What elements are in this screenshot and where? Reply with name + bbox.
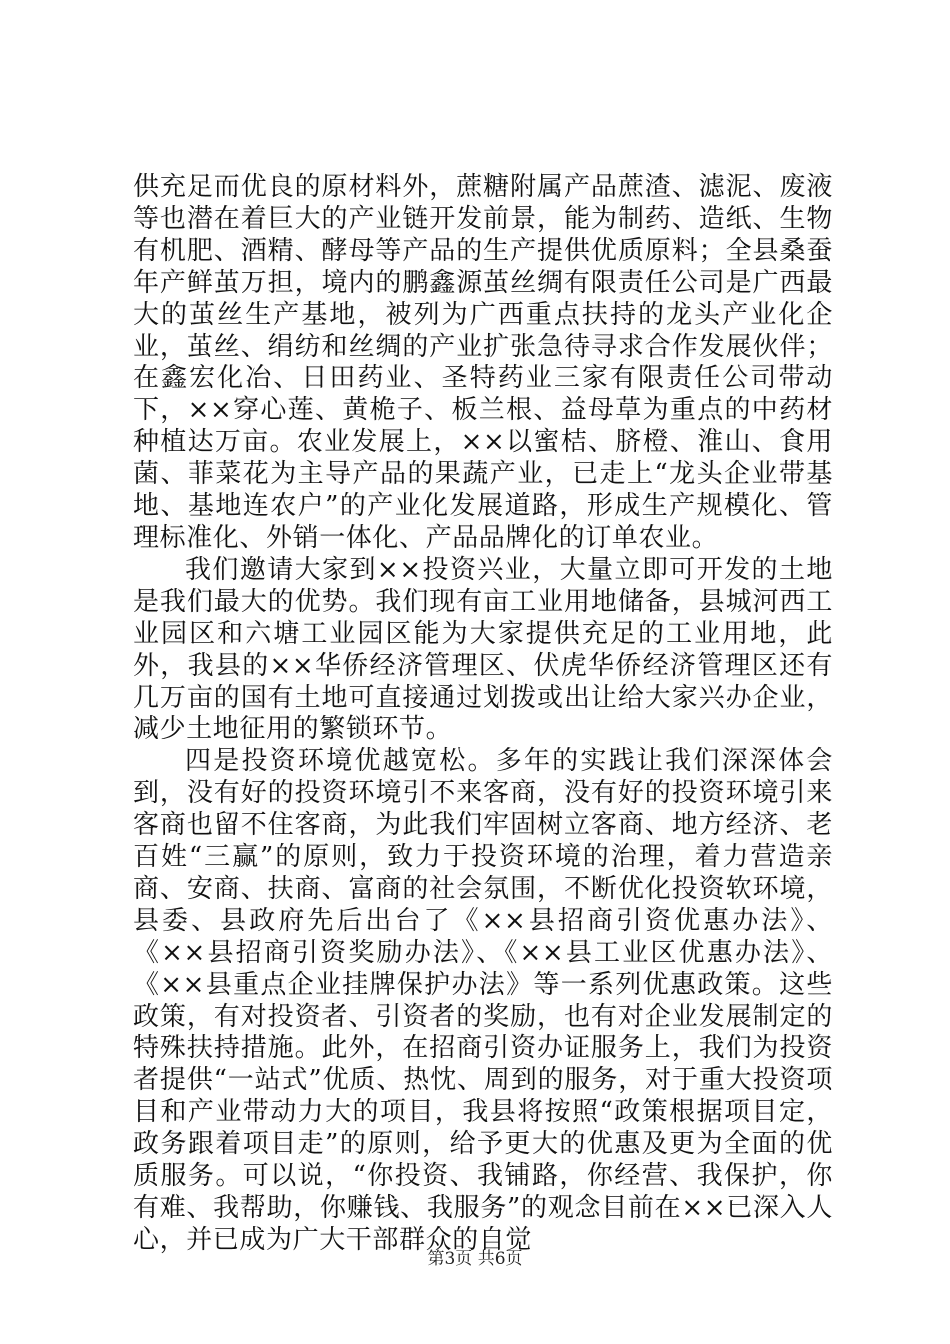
paragraph-3: 四是投资环境优越宽松。多年的实践让我们深深体会到，没有好的投资环境引不来客商，没有好的投资环境引来客商也留不住客商，为此我们牢固树立客商、地方经济、老百姓“三赢”的原则，致力于投资环境的治理，着力营造亲商、安商、扶商、富商的社会氛围，不断优化投资软环境，县委、县政府先后出台了《××县招商引资优惠办法》、《××县招商引资奖励办法》、《××县工业区优惠办法》、《××县重点企业挂牌保护办法》等一系列优惠政策。这些政策，有对投资者、引资者的奖励，也有对企业发展制定的特殊扶持措施。此外，在招商引资办证服务上，我们为投资者提供“一站式”优质、热忱、周到的服务，对于重大投资项目和产业带动力大的项目，我县将按照“政策根据项目定，政务跟着项目走”的原则，给予更大的优惠及更为全面的优质服务。可以说，“你投资、我铺路，你经营、我保护，你有难、我帮助，你赚钱、我服务”的观念目前在××已深入人心，并已成为广大干部群众的自觉 — [133, 746, 833, 1255]
paragraph-2: 我们邀请大家到××投资兴业，大量立即可开发的土地是我们最大的优势。我们现有亩工业用地储备，县城河西工业园区和六塘工业园区能为大家提供充足的工业用地，此外，我县的××华侨经济管理区、伏虎华侨经济管理区还有几万亩的国有土地可直接通过划拨或出让给大家兴办企业，减少土地征用的繁锁环节。 — [133, 554, 833, 745]
paragraph-1: 供充足而优良的原材料外，蔗糖附属产品蔗渣、滤泥、废液等也潜在着巨大的产业链开发前景，能为制药、造纸、生物有机肥、酒精、酵母等产品的生产提供优质原料；全县桑蚕年产鲜茧万担，境内的鹏鑫源茧丝绸有限责任公司是广西最大的茧丝生产基地，被列为广西重点扶持的龙头产业化企业，茧丝、绢纺和丝绸的产业扩张急待寻求合作发展伙伴；在鑫宏化冶、日田药业、圣特药业三家有限责任公司带动下，××穿心莲、黄桅子、板兰根、益母草为重点的中药材种植达万亩。农业发展上，××以蜜桔、脐橙、淮山、食用菌、菲菜花为主导产品的果蔬产业，已走上“龙头企业带基地、基地连农户”的产业化发展道路，形成生产规模化、管理标准化、外销一体化、产品品牌化的订单农业。 — [133, 172, 833, 553]
page-number-footer: 第3页 共6页 — [427, 1249, 523, 1269]
document-body — [133, 172, 833, 1257]
